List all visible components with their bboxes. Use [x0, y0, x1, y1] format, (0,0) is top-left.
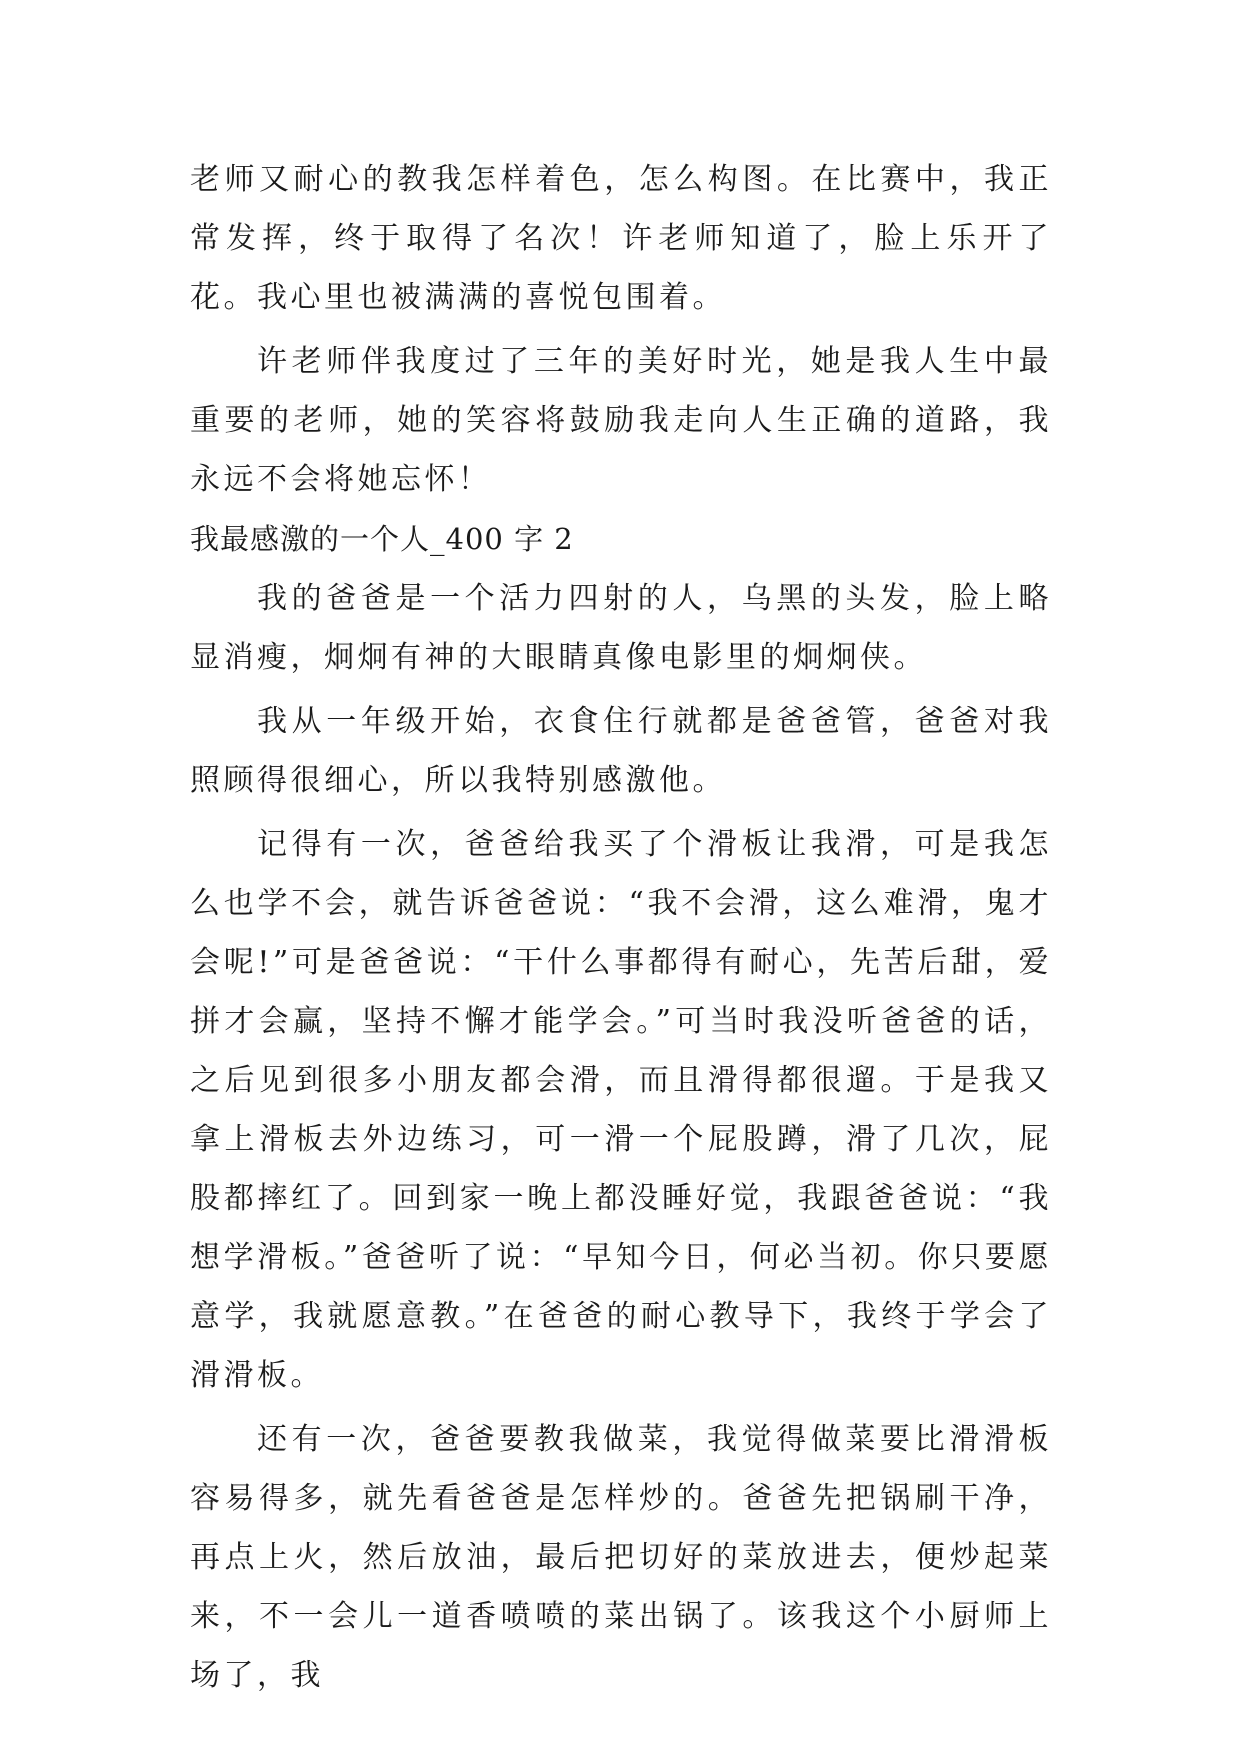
- paragraph-cooking-story: 还有一次，爸爸要教我做菜，我觉得做菜要比滑滑板容易得多，就先看爸爸是怎样炒的。爸爸先把锅刷干净，再点上火，然后放油，最后把切好的菜放进去，便炒起菜来，不一会儿一道香喷喷的菜出锅了。该我这个小厨师上场了，我: [190, 1422, 1052, 1693]
- document-body: [190, 150, 1052, 1705]
- paragraph-father-appearance: 我的爸爸是一个活力四射的人，乌黑的头发，脸上略显消瘦，炯炯有神的大眼睛真像电影里的炯炯侠。: [190, 581, 1052, 675]
- essay-heading: 我最感激的一个人_400 字 2: [190, 522, 574, 556]
- paragraph-teacher-memory: 许老师伴我度过了三年的美好时光，她是我人生中最重要的老师，她的笑容将鼓励我走向人生正确的道路，我永远不会将她忘怀！: [190, 344, 1052, 497]
- paragraph-skateboard-story: 记得有一次，爸爸给我买了个滑板让我滑，可是我怎么也学不会，就告诉爸爸说：“我不会滑，这么难滑，鬼才会呢!”可是爸爸说：“干什么事都得有耐心，先苦后甜，爱拼才会赢，坚持不懈才能学会。”可当时我没听爸爸的话，之后见到很多小朋友都会滑，而且滑得都很遛。于是我又拿上滑板去外边练习，可一滑一个屁股蹲，滑了几次，屁股都摔红了。回到家一晚上都没睡好觉，我跟爸爸说：“我想学滑板。”爸爸听了说：“早知今日，何必当初。你只要愿意学，我就愿意教。”在爸爸的耐心教导下，我终于学会了滑滑板。: [190, 827, 1052, 1393]
- paragraph-continued: 老师又耐心的教我怎样着色，怎么构图。在比赛中，我正常发挥，终于取得了名次！许老师知道了，脸上乐开了花。我心里也被满满的喜悦包围着。: [190, 162, 1052, 315]
- paragraph-father-care: 我从一年级开始，衣食住行就都是爸爸管，爸爸对我照顾得很细心，所以我特别感激他。: [190, 704, 1052, 798]
